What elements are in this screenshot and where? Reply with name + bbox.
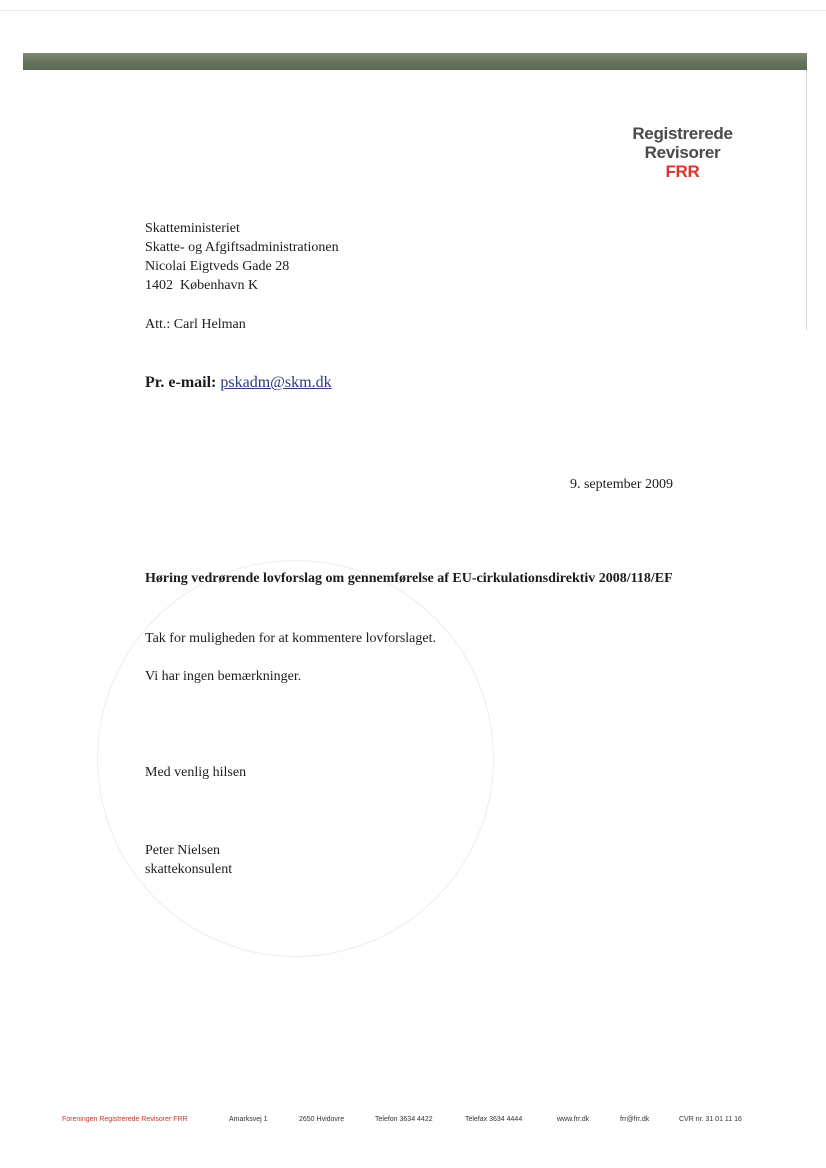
watermark-circle: [97, 560, 494, 957]
email-link[interactable]: pskadm@skm.dk: [220, 374, 332, 391]
footer-street: Amarksvej 1: [229, 1116, 268, 1123]
logo-line-revisorer: Revisorer: [644, 143, 721, 162]
footer-city: 2650 Hvidovre: [299, 1116, 345, 1123]
header-bar: [23, 53, 807, 70]
footer-website[interactable]: www.frr.dk: [557, 1116, 590, 1123]
email-label: Pr. e-mail:: [145, 374, 217, 391]
recipient-line-1: Skatteministeriet: [145, 221, 240, 236]
page-right-edge: [806, 70, 807, 330]
recipient-line-3: Nicolai Eigtveds Gade 28: [145, 259, 290, 274]
logo-line-frr: FRR: [665, 162, 700, 181]
letter-subject: Høring vedrørende lovforslag om gennemførelse af EU-cirkulationsdirektiv 2008/118/EF: [145, 571, 673, 586]
signer-name: Peter Nielsen: [145, 843, 221, 858]
closing-salutation: Med venlig hilsen: [145, 765, 247, 780]
footer: [62, 1114, 762, 1128]
footer-email[interactable]: frr@frr.dk: [620, 1116, 650, 1123]
attention-line: Att.: Carl Helman: [145, 317, 246, 332]
footer-fax: Telefax 3634 4444: [465, 1116, 523, 1123]
footer-cvr: CVR nr. 31 01 11 16: [679, 1116, 742, 1123]
recipient-line-4: 1402 København K: [145, 278, 259, 293]
recipient-line-2: Skatte- og Afgiftsadministrationen: [145, 240, 339, 255]
page-edge: [0, 10, 826, 11]
body-paragraph-2: Vi har ingen bemærkninger.: [145, 669, 302, 684]
body-paragraph-1: Tak for muligheden for at kommentere lovforslaget.: [145, 631, 436, 646]
signature-block: [145, 841, 232, 879]
footer-phone: Telefon 3634 4422: [375, 1116, 433, 1123]
footer-organization: Foreningen Registrerede Revisorer FRR: [62, 1116, 188, 1123]
letter-date: 9. september 2009: [569, 477, 673, 492]
frr-logo: [610, 124, 755, 181]
logo-line-registrerede: Registrerede: [632, 124, 733, 143]
recipient-address: [145, 219, 339, 295]
signer-title: skattekonsulent: [145, 862, 233, 877]
email-line: [145, 372, 332, 394]
